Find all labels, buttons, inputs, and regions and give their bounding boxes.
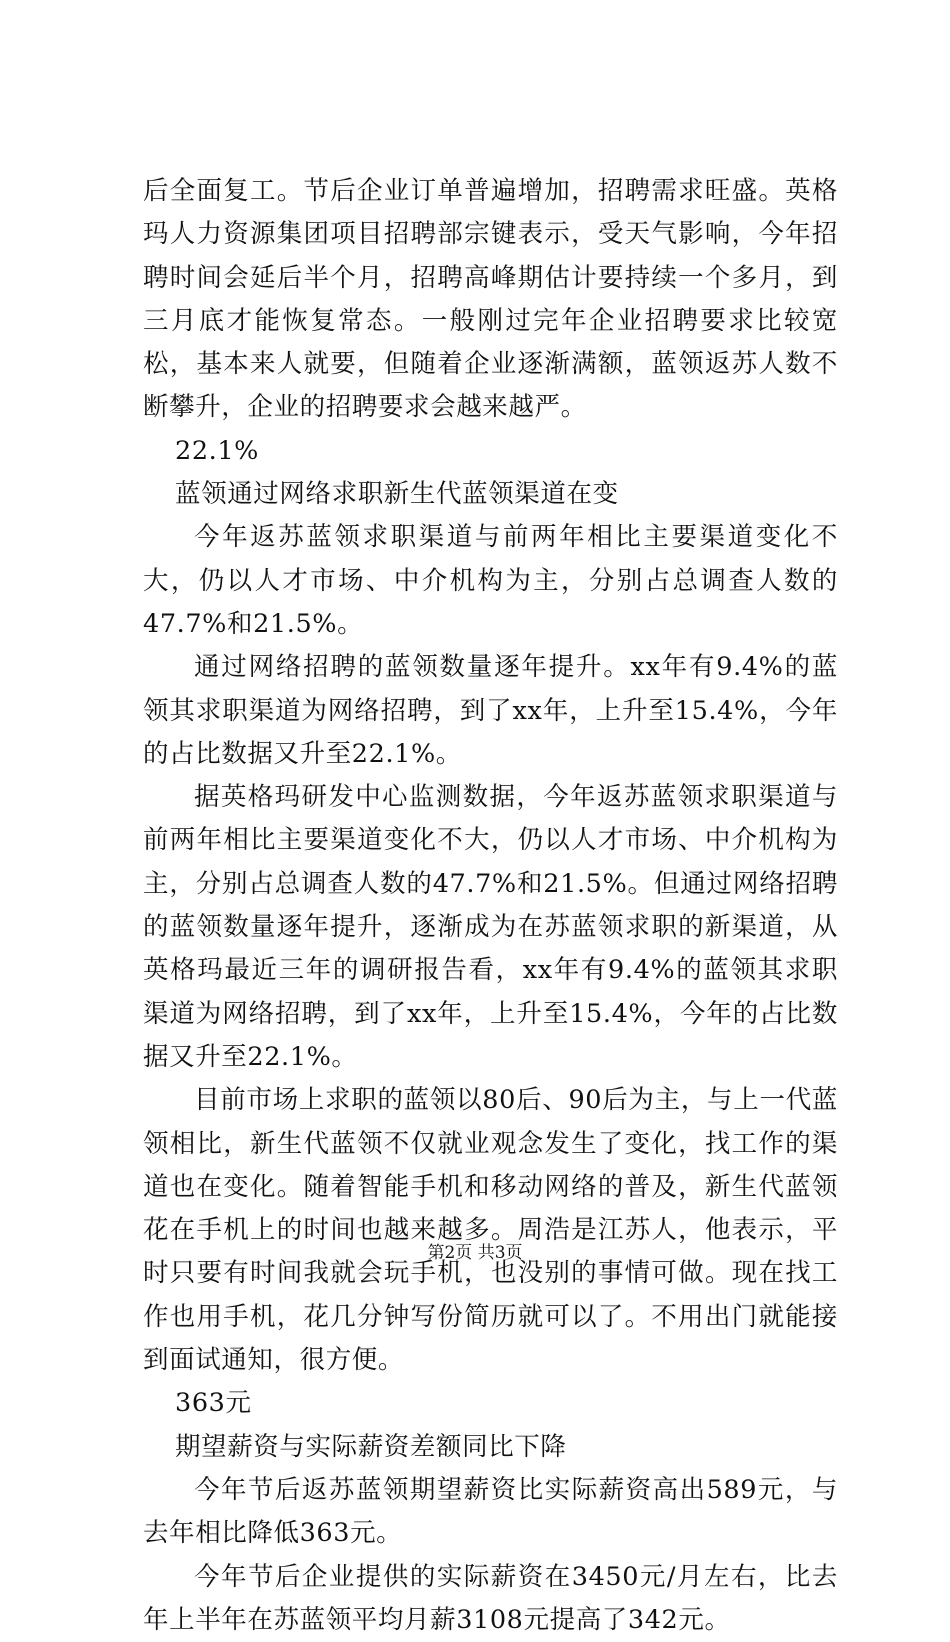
section-heading-online-channels: 蓝领通过网络求职新生代蓝领渠道在变	[143, 473, 838, 516]
section-heading-salary: 期望薪资与实际薪资差额同比下降	[143, 1426, 838, 1469]
paragraph-monitoring-data: 据英格玛研发中心监测数据，今年返苏蓝领求职渠道与前两年相比主要渠道变化不大，仍以人才市场、中介机构为主，分别占总调查人数的47.7%和21.5%。但通过网络招聘的蓝领数量逐年提升，逐渐成为在苏蓝领求职的新渠道，从英格玛最近三年的调研报告看，xx年有9.4%的蓝领其求职渠道为网络招聘，到了xx年，上升至15.4%，今年的占比数据又升至22.1%。	[143, 776, 838, 1079]
paragraph-continuation: 后全面复工。节后企业订单普遍增加，招聘需求旺盛。英格玛人力资源集团项目招聘部宗键表示，受天气影响，今年招聘时间会延后半个月，招聘高峰期估计要持续一个多月，到三月底才能恢复常态。一般刚过完年企业招聘要求比较宽松，基本来人就要，但随着企业逐渐满额，蓝领返苏人数不断攀升，企业的招聘要求会越来越严。	[143, 170, 838, 430]
document-body	[143, 170, 838, 1642]
paragraph-expected-salary: 今年节后返苏蓝领期望薪资比实际薪资高出589元，与去年相比降低363元。	[143, 1469, 838, 1556]
paragraph-new-generation: 目前市场上求职的蓝领以80后、90后为主，与上一代蓝领相比，新生代蓝领不仅就业观念发生了变化，找工作的渠道也在变化。随着智能手机和移动网络的普及，新生代蓝领花在手机上的时间也越来越多。周浩是江苏人，他表示，平时只要有时间我就会玩手机，也没别的事情可做。现在找工作也用手机，花几分钟写份简历就可以了。不用出门就能接到面试通知，很方便。	[143, 1079, 838, 1382]
paragraph-channels-overview: 今年返苏蓝领求职渠道与前两年相比主要渠道变化不大，仍以人才市场、中介机构为主，分别占总调查人数的47.7%和21.5%。	[143, 516, 838, 646]
paragraph-actual-salary: 今年节后企业提供的实际薪资在3450元/月左右，比去年上半年在苏蓝领平均月薪3108元提高了342元。	[143, 1556, 838, 1642]
stat-heading-percent: 22.1%	[143, 430, 838, 473]
paragraph-online-growth: 通过网络招聘的蓝领数量逐年提升。xx年有9.4%的蓝领其求职渠道为网络招聘，到了xx年，上升至15.4%，今年的占比数据又升至22.1%。	[143, 646, 838, 776]
page-footer: 第2页 共3页	[0, 1238, 950, 1263]
stat-heading-salary-gap: 363元	[143, 1382, 838, 1425]
